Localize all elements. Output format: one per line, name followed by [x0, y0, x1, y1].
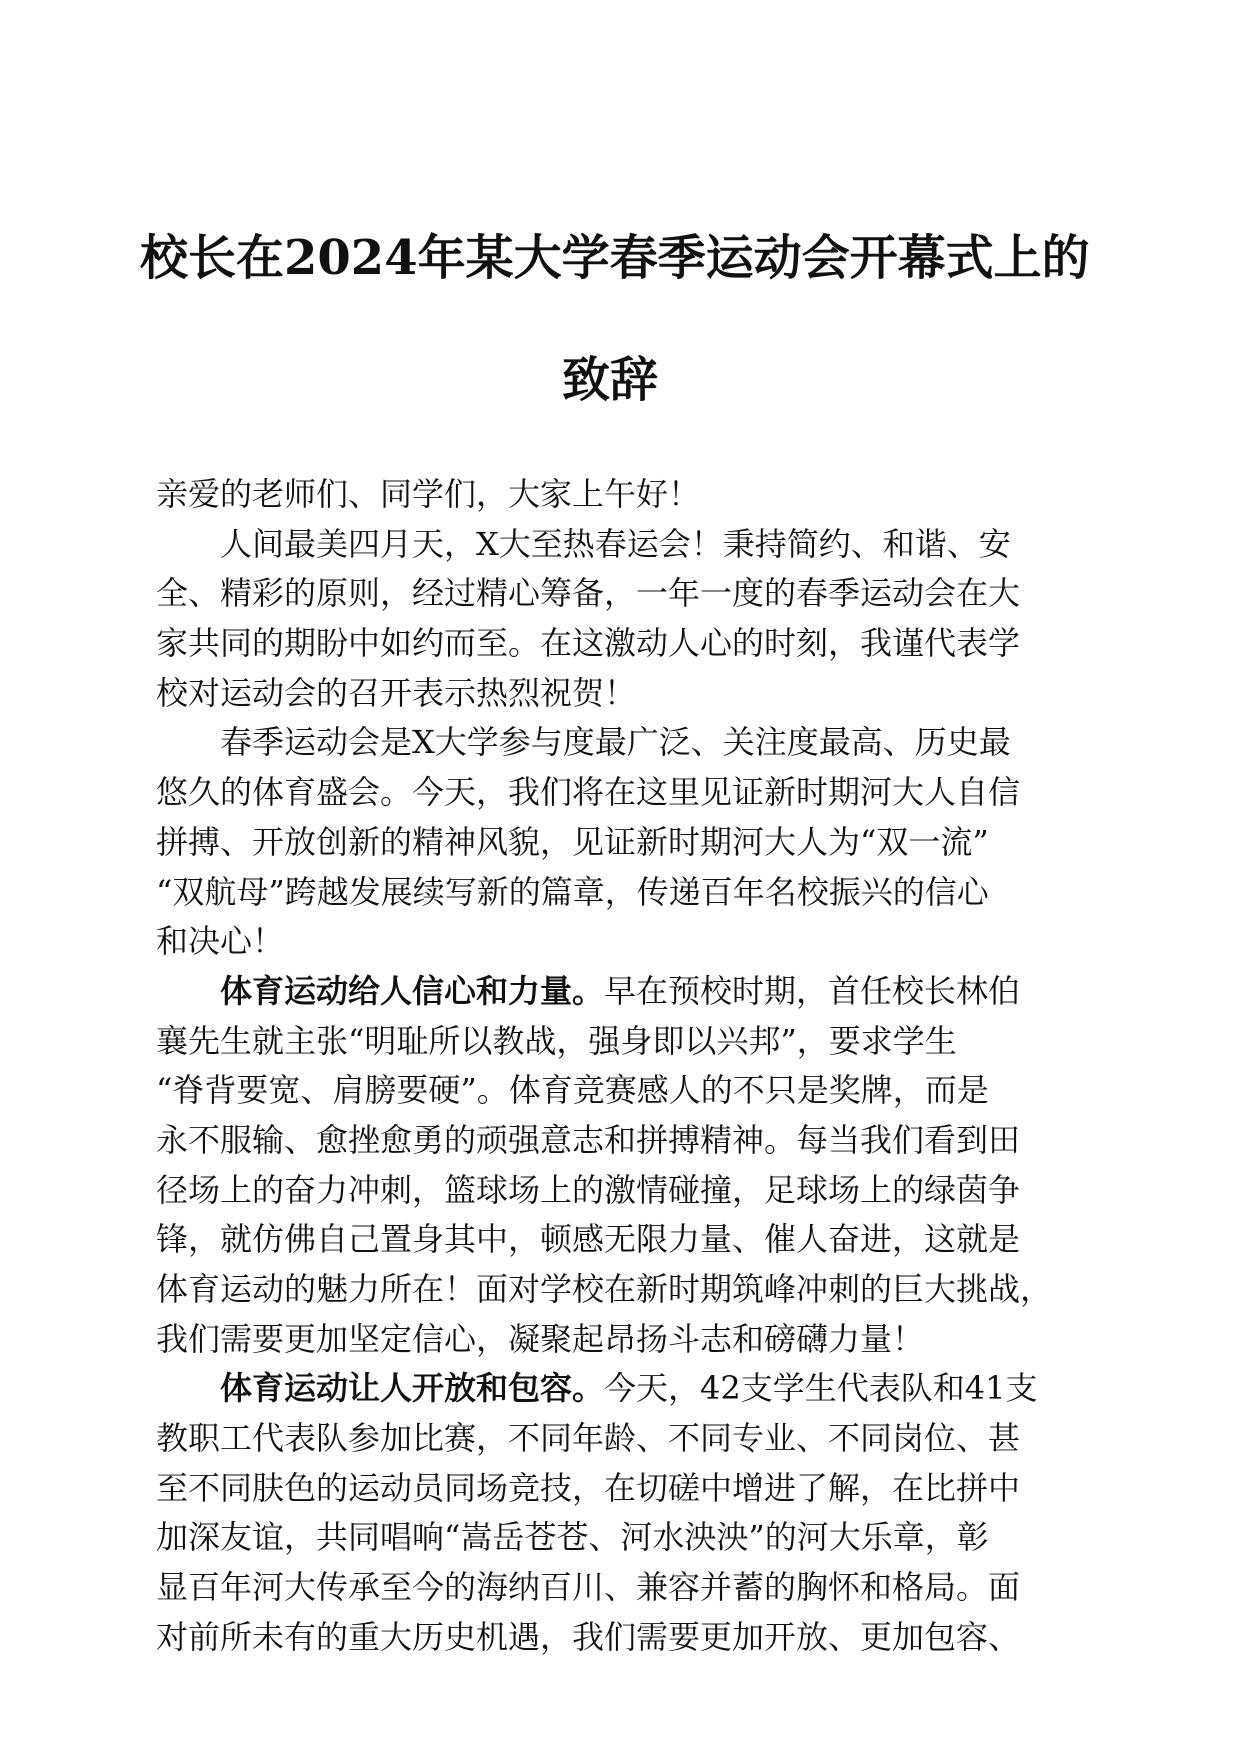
paragraph-3-first-line: [156, 967, 1086, 1017]
paragraph-1-line: 校对运动会的召开表示热烈祝贺！: [156, 673, 637, 712]
paragraph-2-line: 悠久的体育盛会。今天，我们将在这里见证新时期河大人自信: [156, 773, 1021, 812]
greeting: 亲爱的老师们、同学们，大家上午好！: [156, 475, 701, 513]
paragraph-4-first-text: 今天，42支学生代表队和41支: [604, 1369, 1038, 1408]
paragraph-3-line: 锋，就仿佛自己置身其中，顿感无限力量、催人奋进，这就是: [156, 1220, 1021, 1259]
paragraph-4-line: 至不同肤色的运动员同场竞技，在切磋中增进了解，在比拼中: [156, 1468, 1021, 1507]
paragraph-3-first-text: 早在预校时期，首任校长林伯: [604, 971, 1021, 1010]
paragraph-1-line: 全、精彩的原则，经过精心筹备，一年一度的春季运动会在大: [156, 574, 1021, 613]
paragraph-4-first-line: [156, 1364, 1086, 1414]
paragraph-4-line: 教职工代表队参加比赛，不同年龄、不同专业、不同岗位、甚: [156, 1419, 1021, 1458]
paragraph-1-line: 人间最美四月天，X大至热春运会！秉持简约、和谐、安: [220, 524, 1011, 563]
document-title-line-1: 校长在2024年某大学春季运动会开幕式上的: [140, 230, 1090, 286]
paragraph-4-heading: 体育运动让人开放和包容。: [220, 1369, 605, 1408]
paragraph-3-line: 襄先生就主张“明耻所以教战，强身即以兴邦”，要求学生: [156, 1021, 957, 1060]
paragraph-2-line: 拼搏、开放创新的精神风貌，见证新时期河大人为“双一流”: [156, 822, 989, 861]
paragraph-1-line: 家共同的期盼中如约而至。在这激动人心的时刻，我谨代表学: [156, 624, 1021, 663]
paragraph-3-heading: 体育运动给人信心和力量。: [220, 971, 605, 1010]
paragraph-4-line: 显百年河大传承至今的海纳百川、兼容并蓄的胸怀和格局。面: [156, 1568, 1021, 1607]
paragraph-2-line: “双航母”跨越发展续写新的篇章，传递百年名校振兴的信心: [156, 872, 989, 911]
paragraph-3-line: 我们需要更加坚定信心，凝聚起昂扬斗志和磅礴力量！: [156, 1319, 925, 1358]
paragraph-4-line: 对前所未有的重大历史机遇，我们需要更加开放、更加包容、: [156, 1617, 1021, 1656]
paragraph-2-line: 春季运动会是X大学参与度最广泛、关注度最高、历史最: [220, 723, 1011, 762]
document-title-line-2: 致辞: [561, 352, 658, 408]
paragraph-3-line: 体育运动的魅力所在！面对学校在新时期筑峰冲刺的巨大挑战，: [156, 1270, 1053, 1308]
document-body: [156, 470, 1086, 1663]
paragraph-3-line: 径场上的奋力冲刺，篮球场上的激情碰撞，足球场上的绿茵争: [156, 1170, 1021, 1209]
paragraph-3-line: 永不服输、愈挫愈勇的顽强意志和拼搏精神。每当我们看到田: [156, 1120, 1021, 1159]
paragraph-3-line: “脊背要宽、肩膀要硬”。体育竞赛感人的不只是奖牌，而是: [156, 1071, 989, 1110]
paragraph-2-line: 和决心！: [156, 922, 285, 961]
paragraph-4-line: 加深友谊，共同唱响“嵩岳苍苍、河水泱泱”的河大乐章，彰: [156, 1518, 989, 1557]
